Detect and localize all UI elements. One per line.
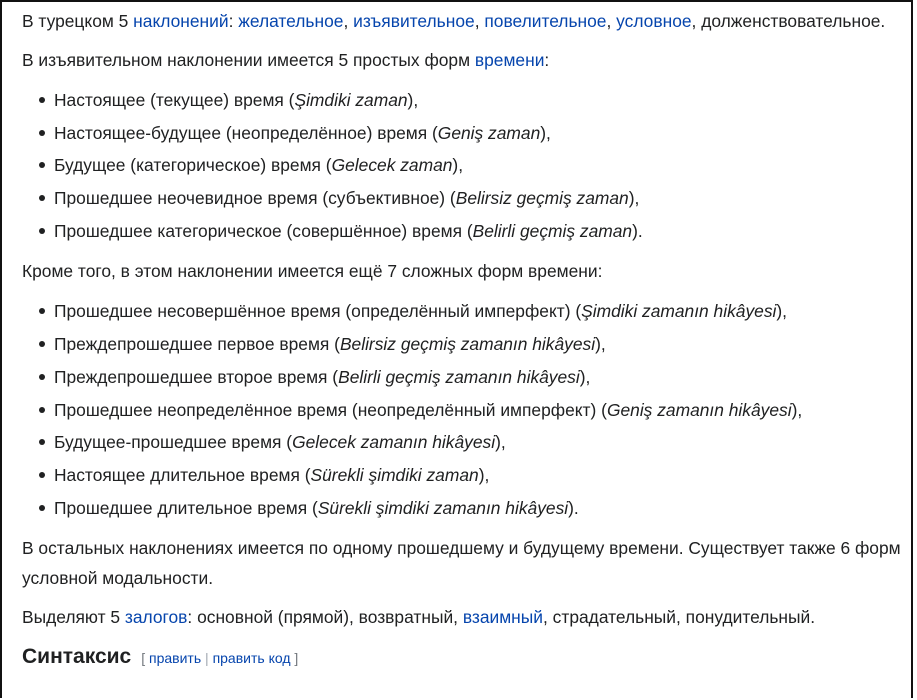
other-moods-paragraph: В остальных наклонениях имеется по одному прошедшему и будущему времени. Существует также 6 форм условной модальности. — [22, 538, 901, 589]
tense-turkish: Belirli geçmiş zaman — [472, 220, 633, 241]
link-tense[interactable]: времени — [474, 50, 545, 70]
voices-middle: : основной (прямой), возвратный, — [187, 607, 463, 628]
tense-name: Прошедшее неочевидное время (субъективное) ( — [54, 188, 456, 209]
edit-bracket-close: ] — [290, 650, 299, 667]
list-item — [36, 84, 911, 117]
simple-tenses-intro — [22, 45, 911, 75]
link-mood-indicative[interactable]: изъявительное — [353, 11, 475, 31]
tense-end: ). — [632, 220, 643, 241]
link-moods[interactable]: наклонений — [133, 11, 229, 31]
moods-prefix: В турецком 5 — [22, 11, 134, 31]
link-mutual-voice[interactable]: взаимный — [462, 607, 544, 628]
voices-prefix: Выделяют 5 — [22, 607, 125, 628]
tense-end: ), — [478, 464, 490, 485]
tense-name: Преждепрошедшее первое время ( — [54, 334, 340, 355]
link-mood-conditional[interactable]: условное — [616, 11, 692, 31]
link-mood-desirable[interactable]: желательное — [238, 11, 344, 31]
tense-end: ). — [568, 497, 579, 518]
tense-end: ), — [579, 366, 591, 387]
tense-turkish: Belirsiz geçmiş zaman — [455, 188, 629, 209]
tense-end: ), — [791, 399, 803, 420]
complex-tenses-intro: Кроме того, в этом наклонении имеется ещё 7 сложных форм времени: — [22, 261, 603, 282]
tense-name: Настоящее-будущее (неопределённое) время ( — [54, 122, 438, 143]
tense-name: Прошедшее неопределённое время (неопределённый имперфект) ( — [54, 399, 607, 420]
list-item — [36, 459, 911, 492]
tense-end: ), — [595, 334, 606, 355]
tense-turkish: Şimdiki zamanın hikâyesi — [581, 301, 777, 322]
section-heading-text: Синтаксис — [22, 645, 132, 669]
edit-link[interactable]: править — [149, 650, 202, 667]
tense-name: Прошедшее длительное время ( — [54, 497, 318, 518]
tense-name: Преждепрошедшее второе время ( — [54, 366, 339, 387]
tense-name: Будущее (категорическое) время ( — [54, 155, 332, 176]
list-item — [36, 361, 911, 394]
link-voices[interactable]: залогов — [124, 607, 188, 628]
moods-comma-2: , — [474, 11, 485, 31]
list-item — [36, 215, 911, 248]
tense-turkish: Şimdiki zaman — [294, 90, 408, 110]
edit-separator: | — [201, 650, 213, 667]
list-item — [36, 182, 911, 215]
tense-end: ), — [407, 90, 419, 110]
tense-name: Настоящее длительное время ( — [54, 464, 311, 485]
tense-name: Настоящее (текущее) время ( — [54, 90, 295, 110]
moods-comma-1: , — [343, 11, 354, 31]
list-item — [36, 328, 911, 361]
moods-tail: , долженствовательное. — [691, 11, 886, 31]
voices-suffix: , страдательный, понудительный. — [543, 607, 816, 628]
list-item — [36, 295, 911, 328]
list-item — [36, 426, 911, 459]
voices-paragraph — [22, 602, 911, 632]
section-edit-links — [141, 650, 298, 666]
list-item — [36, 492, 911, 525]
simple-tenses-list — [22, 84, 911, 247]
tense-turkish: Geniş zaman — [437, 122, 541, 143]
tense-turkish: Belirli geçmiş zamanın hikâyesi — [338, 366, 580, 387]
simple-tenses-prefix: В изъявительном наклонении имеется 5 простых форм — [22, 50, 475, 70]
tense-name: Прошедшее несовершённое время (определённый имперфект) ( — [54, 301, 582, 322]
list-item — [36, 394, 911, 427]
tense-turkish: Sürekli şimdiki zaman — [310, 464, 479, 485]
simple-tenses-suffix: : — [544, 50, 550, 70]
list-item — [36, 149, 911, 182]
tense-turkish: Geniş zamanın hikâyesi — [606, 399, 792, 420]
tense-turkish: Belirsiz geçmiş zamanın hikâyesi — [339, 334, 596, 355]
tense-end: ), — [452, 155, 464, 176]
complex-tenses-list — [22, 295, 911, 524]
tense-end: ), — [776, 301, 788, 322]
list-item — [36, 117, 911, 150]
tense-name: Будущее-прошедшее время ( — [54, 432, 293, 453]
tense-turkish: Gelecek zamanın hikâyesi — [292, 432, 496, 453]
tense-turkish: Gelecek zaman — [331, 155, 453, 176]
link-mood-imperative[interactable]: повелительное — [484, 11, 607, 31]
tense-end: ), — [540, 122, 551, 143]
edit-bracket-open: [ — [141, 650, 150, 667]
tense-name: Прошедшее категорическое (совершённое) время ( — [54, 220, 473, 241]
moods-comma-3: , — [606, 11, 617, 31]
tense-end: ), — [628, 188, 640, 209]
edit-code-link[interactable]: править код — [212, 650, 291, 667]
section-heading-syntax — [22, 642, 911, 673]
tense-turkish: Sürekli şimdiki zamanın hikâyesi — [317, 497, 569, 518]
moods-colon: : — [228, 11, 239, 31]
moods-paragraph — [22, 6, 911, 36]
article-content — [2, 2, 911, 673]
tense-end: ), — [495, 432, 506, 453]
